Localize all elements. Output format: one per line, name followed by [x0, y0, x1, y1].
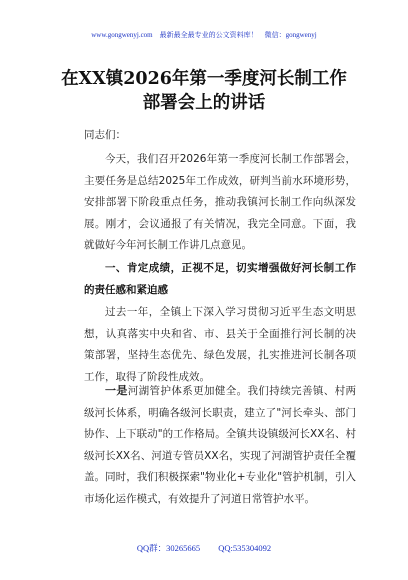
paragraph-3 — [84, 380, 356, 510]
paragraph-3-lead: 一是 — [105, 384, 128, 397]
greeting: 同志们： — [84, 129, 126, 141]
document-title: 在XX镇2026年第一季度河长制工作部署会上的讲话 — [61, 69, 347, 113]
paragraph-3-body: 河湖管护体系更加健全。我们持续完善镇、村两级河长体系，明确各级河长职责，建立了"河长牵头、部门协作、上下联动"的工作格局。全镇共设镇级河长XX名、村级河长XX名、河道专管员XX名，实现了河湖管护责任全覆盖。同时，我们积极探索"物业化+专业化"管护机制，引入市场化运作模式，有效提升了河道日常管护水平。 — [84, 385, 357, 505]
paragraph-1: 今天，我们召开2026年第一季度河长制工作部署会，主要任务是总结2025年工作成效，研判当前水环境形势，安排部署下阶段重点任务，推动我镇河长制工作向纵深发展。刚才，会议通报了有关情况，我完全同意。下面，我就做好今年河长制工作讲几点意见。 — [84, 153, 356, 251]
footer-contacts — [0, 542, 408, 554]
header-banner[interactable]: www.gongwenyj.com 最新最全最专业的公文资料库！ 微信：gongwenyj — [91, 31, 317, 39]
paragraph-2: 过去一年，全镇上下深入学习贯彻习近平生态文明思想，认真落实中央和省、市、县关于全面推行河长制的决策部署，坚持生态优先、绿色发展，扎实推进河长制各项工作，取得了阶段性成效。 — [84, 306, 356, 383]
footer-qq-number[interactable]: QQ:535304092 — [218, 543, 272, 553]
footer-qq-group[interactable]: QQ群：30265665 — [136, 543, 201, 553]
section-heading-1: 一、肯定成绩，正视不足，切实增强做好河长制工作的责任感和紧迫感 — [84, 262, 356, 296]
